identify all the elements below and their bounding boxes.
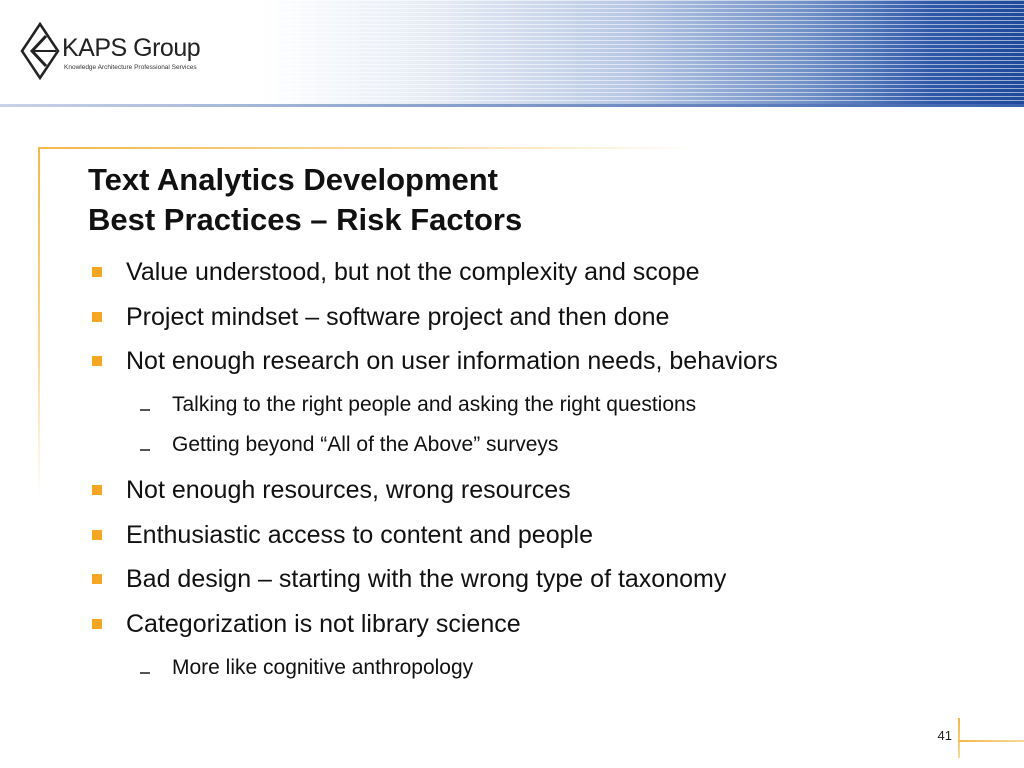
slide-title-line-2: Best Practices – Risk Factors <box>88 202 523 237</box>
sub-bullet-item: Talking to the right people and asking the right questions <box>172 393 697 416</box>
logo-tagline: Knowledge Architecture Professional Services <box>64 64 197 71</box>
kaps-logo-icon <box>20 22 60 80</box>
slide-header <box>0 0 1024 104</box>
content-frame-left <box>38 147 40 497</box>
bullet-item: Value understood, but not the complexity and scope <box>126 258 700 286</box>
header-gradient-band <box>260 0 1024 104</box>
bullet-item: Enthusiastic access to content and people <box>126 521 593 549</box>
bullet-item: Not enough research on user information needs, behaviors <box>126 347 778 375</box>
bullet-marker <box>92 267 102 277</box>
sub-bullet-marker <box>140 409 150 411</box>
bullet-marker <box>92 485 102 495</box>
sub-bullet-marker <box>140 449 150 451</box>
content-frame-top <box>38 147 698 149</box>
bullet-marker <box>92 530 102 540</box>
bullet-marker <box>92 574 102 584</box>
page-number-frame-vertical <box>958 718 960 758</box>
slide-title-line-1: Text Analytics Development <box>88 162 499 197</box>
bullet-marker <box>92 312 102 322</box>
bullet-item: Categorization is not library science <box>126 610 521 638</box>
kaps-group-logo <box>20 22 220 82</box>
bullet-item: Project mindset – software project and then done <box>126 303 670 331</box>
sub-bullet-item: Getting beyond “All of the Above” surveys <box>172 433 559 456</box>
page-number-frame-horizontal <box>958 740 1024 742</box>
slide-title <box>88 160 988 240</box>
bullet-item: Bad design – starting with the wrong type of taxonomy <box>126 565 727 593</box>
sub-bullet-item: More like cognitive anthropology <box>172 656 474 679</box>
bullet-marker <box>92 356 102 366</box>
page-number: 41 <box>937 728 952 743</box>
sub-bullet-marker <box>140 672 150 674</box>
bullet-item: Not enough resources, wrong resources <box>126 476 571 504</box>
bullet-marker <box>92 619 102 629</box>
logo-name: KAPS Group <box>62 34 201 62</box>
header-divider <box>0 104 1024 107</box>
